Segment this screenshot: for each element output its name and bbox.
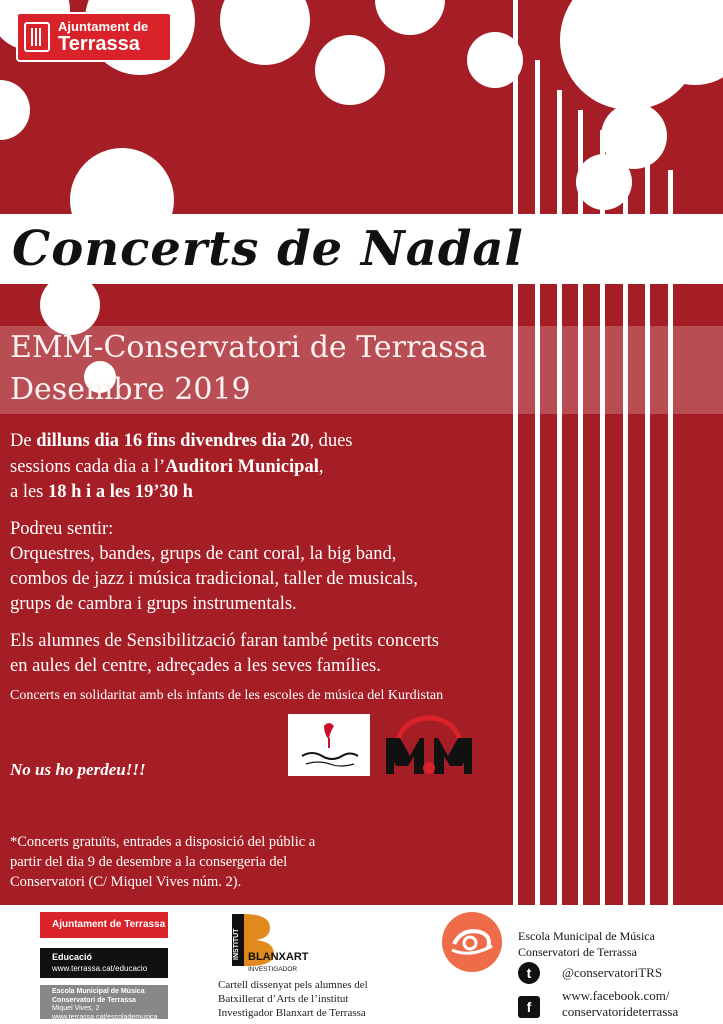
escola-line-2: Conservatori de Terrassa: [52, 996, 136, 1004]
note-line-1: *Concerts gratuïts, entrades a disposició del públic a: [10, 834, 316, 850]
credit-line-2: Batxillerat d’Arts de l’institut: [218, 993, 349, 1005]
blanxart-word-2: BLANXART: [248, 951, 309, 963]
schedule-line-3: a les 18 h i a les 19’30 h: [10, 482, 193, 502]
emm-conservatori-logo-icon: [440, 910, 504, 974]
twitter-handle[interactable]: @conservatoriTRS: [562, 965, 663, 980]
musics-logo-icon: [288, 714, 370, 776]
footer-escola-logo: [40, 985, 168, 1019]
facebook-line-1: www.facebook.com/: [562, 988, 670, 1003]
terrassa-crest-icon: [24, 22, 50, 52]
solidarity-note: Concerts en solidaritat amb els infants de les escoles de música del Kurdistan: [10, 688, 444, 703]
blanxart-word-1: INSTITUT: [233, 928, 240, 960]
program-line-3: grups de cambra i grups instrumentals.: [10, 594, 297, 614]
facebook-link[interactable]: [562, 988, 678, 1020]
school-line-2: Conservatori de Terrassa: [518, 945, 637, 959]
free-entry-note: [10, 832, 315, 892]
mm-logo: [384, 716, 474, 776]
subtitle-school: EMM-Conservatori de Terrassa: [10, 330, 487, 365]
note-line-3: Conservatori (C/ Miquel Vives núm. 2).: [10, 874, 242, 890]
callout-text: No us ho perdeu!!!: [10, 760, 146, 779]
blanxart-institute-logo: [218, 910, 309, 976]
footer-ajuntament-logo: Ajuntament de Terrassa: [40, 912, 168, 938]
schedule-line-1: De dilluns dia 16 fins divendres dia 20, dues: [10, 431, 353, 451]
schedule-line-2: sessions cada dia a l’Auditori Municipal,: [10, 457, 324, 477]
program-line-1: Orquestres, bandes, grups de cant coral, la big band,: [10, 544, 397, 564]
school-line-1: Escola Municipal de Música: [518, 929, 655, 943]
escola-line-1: Escola Municipal de Música: [52, 988, 145, 995]
subtitle-date: Desembre 2019: [10, 372, 251, 407]
program-line-2: combos de jazz i música tradicional, taller de musicals,: [10, 569, 418, 589]
school-name: [518, 928, 655, 960]
sensibilitzacio-line-2: en aules del centre, adreçades a les seves famílies.: [10, 656, 381, 676]
credit-line-3: Investigador Blanxart de Terrassa: [218, 1007, 366, 1019]
credit-line-1: Cartell dissenyat pels alumnes del: [218, 979, 368, 991]
escola-line-3: Miquel Vives, 2: [52, 1005, 100, 1012]
escola-line-4: www.terrassa.cat/escolademusica: [52, 1013, 158, 1021]
program-heading: Podreu sentir:: [10, 519, 114, 539]
sensibilitzacio-line-1: Els alumnes de Sensibilització faran també petits concerts: [10, 631, 439, 651]
logo-line-2: Terrassa: [58, 33, 140, 55]
footer-educacio-logo: [40, 948, 168, 978]
poster-title: Concerts de Nadal: [12, 221, 524, 277]
educacio-title: Educació: [52, 952, 93, 962]
facebook-line-2: conservatorideterrassa: [562, 1004, 679, 1019]
note-line-2: partir del dia 9 de desembre a la consergeria del: [10, 854, 288, 870]
twitter-icon: t: [518, 962, 540, 984]
design-credit: [218, 978, 368, 1020]
logo-line-1: Ajuntament de: [58, 19, 149, 34]
musics-sense-fronteres-logo: [288, 714, 370, 776]
ajuntament-logo: [16, 12, 172, 62]
blanxart-word-3: INVESTIGADOR: [248, 966, 298, 973]
educacio-url: www.terrassa.cat/educacio: [52, 964, 148, 973]
facebook-icon: f: [518, 996, 540, 1018]
